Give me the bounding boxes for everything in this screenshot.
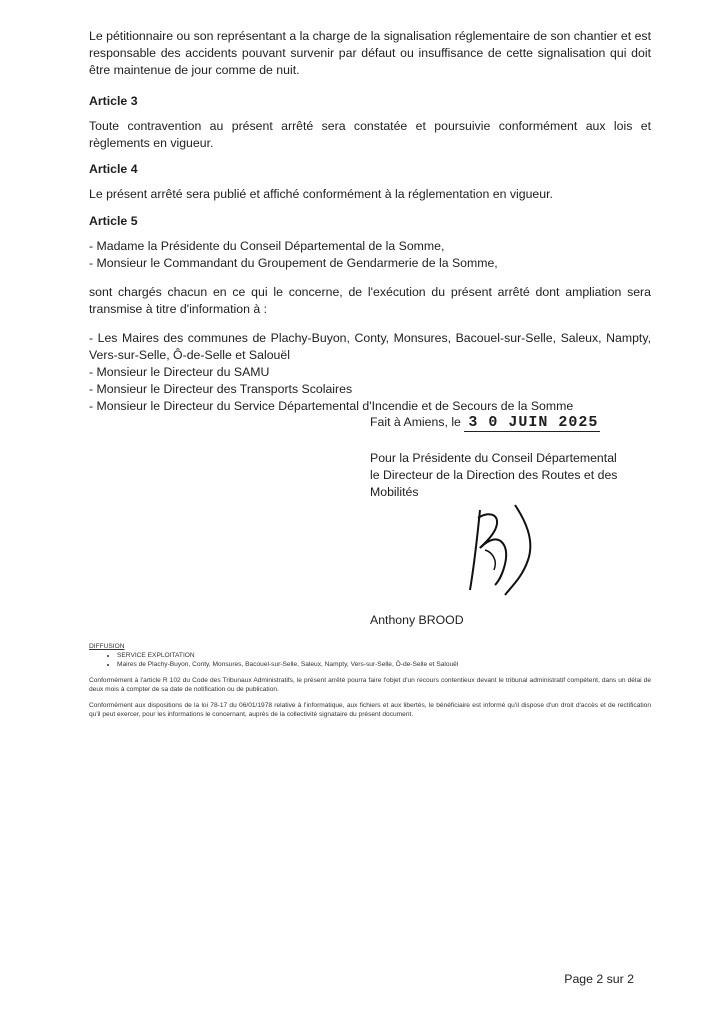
charges-paragraph: sont chargés chacun en ce qui le concerne, de l'exécution du présent arrêté dont ampliation sera transmise à titre d'information à :	[89, 285, 651, 316]
date-stamp: 3 0 JUIN 2025	[464, 414, 600, 432]
diffusion-item: • SERVICE EXPLOITATION	[117, 651, 651, 660]
authority-line: Pour la Présidente du Conseil Départemental	[370, 451, 617, 465]
authority-line: Mobilités	[370, 485, 419, 499]
diffusion-item: • Maires de Plachy-Buyon, Conty, Monsures, Bacouel-sur-Selle, Saleux, Nampty, Vers-sur-Selle, Ô-de-Selle et Salouël	[117, 660, 651, 669]
recipient-item: - Monsieur le Directeur du SAMU	[89, 365, 270, 379]
recipients-list	[89, 330, 651, 415]
authority-line: le Directeur de la Direction des Routes et des	[370, 468, 618, 482]
signatory-name: Anthony BROOD	[370, 613, 464, 627]
article-4-heading: Article 4	[89, 162, 138, 176]
recipient-item: - Monsieur le Directeur du Service Départemental d'Incendie et de Secours de la Somme	[89, 399, 574, 413]
diffusion-section	[89, 642, 651, 669]
paragraph-signalisation: Le pétitionnaire ou son représentant a la charge de la signalisation réglementaire de son chantier et est responsable des accidents pouvant survenir par défaut ou insuffisance de cette signalisation qui doit être maintenue de jour comme de nuit.	[89, 29, 651, 77]
article-5-line: - Monsieur le Commandant du Groupement de Gendarmerie de la Somme,	[89, 256, 498, 270]
signature-date-line	[370, 414, 650, 432]
recipient-item: - Monsieur le Directeur des Transports Scolaires	[89, 382, 353, 396]
article-3-heading: Article 3	[89, 94, 138, 108]
place-prefix: Fait à Amiens, le	[370, 415, 461, 429]
handwritten-signature	[440, 490, 560, 600]
article-5-heading: Article 5	[89, 214, 138, 228]
diffusion-list	[89, 651, 651, 669]
page-number: Page 2 sur 2	[564, 972, 634, 986]
article-3-text: Toute contravention au présent arrêté sera constatée et poursuivie conformément aux lois et règlements en vigueur.	[89, 119, 651, 150]
recipient-item: - Les Maires des communes de Plachy-Buyon, Conty, Monsures, Bacouel-sur-Selle, Saleux, Nampty, Vers-sur-Selle, Ô-de-Selle et Salouël	[89, 331, 651, 362]
article-4-text: Le présent arrêté sera publié et affiché conformément à la réglementation en vigueur.	[89, 187, 553, 201]
article-5-line: - Madame la Présidente du Conseil Départemental de la Somme,	[89, 239, 445, 253]
legal-notice-recours: Conformément à l'article R 102 du Code des Tribunaux Administratifs, le présent arrêté pourra faire l'objet d'un recours contentieux devant le tribunal administratif compétent, dans un délai de deux mois à compter de sa date de notification ou de publication.	[89, 677, 651, 693]
diffusion-title: DIFFUSION	[89, 643, 125, 650]
article-5-list	[89, 238, 651, 272]
legal-notice-informatique: Conformément aux dispositions de la loi 78-17 du 06/01/1978 relative à l'informatique, aux fichiers et aux libertés, le bénéficiaire est informé qu'il dispose d'un droit d'accès et de rectification qu'il peut exercer, pour les informations le concernant, auprès de la collectivité signataire du présent document.	[89, 702, 651, 718]
